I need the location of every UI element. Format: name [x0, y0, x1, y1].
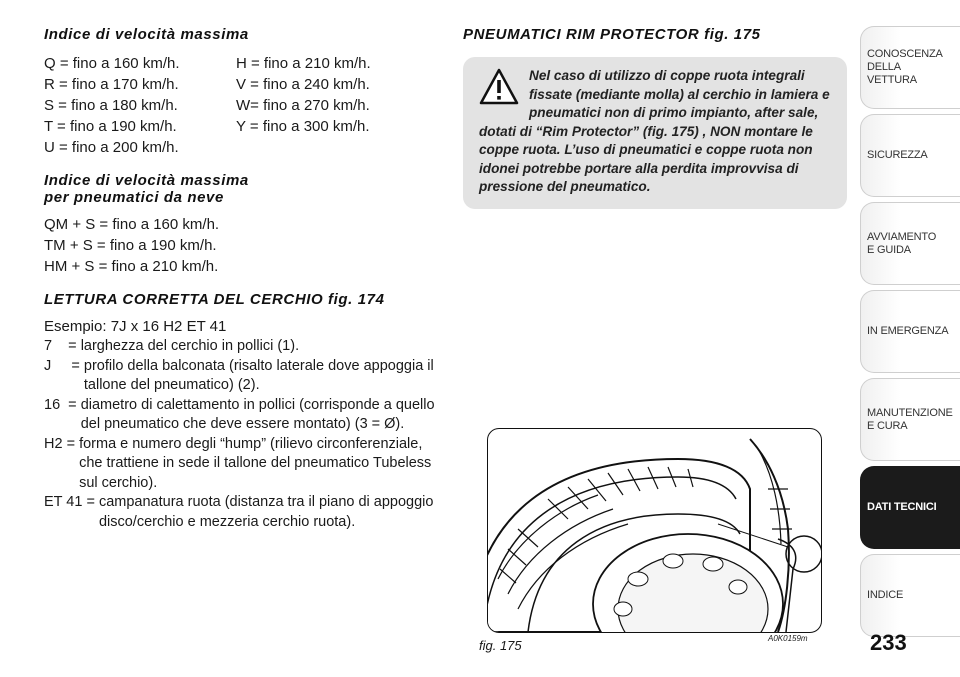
- rim-item-key: H2 =: [44, 435, 80, 452]
- left-column: [44, 26, 444, 532]
- chapter-sidebar: [860, 26, 960, 642]
- tab-label: AVVIAMENTO E GUIDA: [867, 230, 937, 256]
- speed-index-title: Indice di velocità massima: [44, 26, 249, 43]
- rim-item: [44, 357, 444, 396]
- tab-conoscenza-della-vettura[interactable]: [860, 26, 960, 109]
- speed-item: [236, 137, 436, 158]
- tab-sicurezza[interactable]: [860, 114, 960, 197]
- tab-label: IN EMERGENZA: [867, 325, 949, 337]
- speed-item: U = fino a 200 km/h.: [44, 139, 179, 156]
- snow-title-line-2: per pneumatici da neve: [44, 189, 224, 206]
- snow-index-list: [44, 214, 444, 277]
- tab-label: INDICE: [867, 589, 904, 601]
- tab-avviamento-e-guida[interactable]: [860, 202, 960, 285]
- rim-item-value: diametro di calettamento in pollici (corrisponde a quello del pneumatico che deve essere montato) (3 = Ø).: [80, 396, 435, 432]
- tab-label: DATI TECNICI: [867, 501, 937, 513]
- rim-item: [44, 337, 444, 357]
- rim-item-key: 7 =: [44, 338, 81, 354]
- tab-label: CONOSCENZA DELLA VETTURA: [867, 48, 943, 86]
- warning-triangle-icon: [479, 67, 519, 107]
- figure-caption: fig. 175: [479, 638, 522, 653]
- page-number: 233: [870, 630, 907, 655]
- tab-dati-tecnici[interactable]: [860, 466, 960, 549]
- rim-item: [44, 493, 444, 532]
- rim-item-key: 16 =: [44, 396, 81, 413]
- rim-definition-list: [44, 337, 444, 532]
- speed-item: W= fino a 270 km/h.: [236, 97, 370, 114]
- speed-item: R = fino a 170 km/h.: [44, 76, 179, 93]
- speed-item: T = fino a 190 km/h.: [44, 118, 177, 135]
- tab-label: SICUREZZA: [867, 149, 928, 161]
- tab-manutenzione-e-cura[interactable]: [860, 378, 960, 461]
- rim-item-key: J =: [44, 357, 84, 374]
- warning-text: Nel caso di utilizzo di coppe ruota integrali fissate (mediante molla) al cerchio in lamiera e pneumatici non di primo impianto, after sale, dotati di “Rim Protector” (fig. 175) , NON montare le coppe ruota. L’uso di pneumatici e coppe ruota non idonei potrebbe portare alla perdita improvvisa di pressione del pneumatico.: [479, 68, 830, 194]
- rim-item: [44, 435, 444, 494]
- rim-item-value: larghezza del cerchio in pollici (1).: [80, 338, 300, 354]
- figure-175-illustration: [487, 428, 822, 633]
- speed-index-list: [44, 53, 444, 158]
- snow-title-line-1: Indice di velocità massima: [44, 172, 249, 189]
- snow-item: TM + S = fino a 190 km/h.: [44, 237, 217, 254]
- tab-indice[interactable]: [860, 554, 960, 637]
- right-column: [463, 26, 847, 209]
- rim-item-value: profilo della balconata (risalto laterale dove appoggia il tallone del pneumatico) (2).: [83, 357, 434, 393]
- tire-drawing: [488, 429, 821, 632]
- rim-item: [44, 396, 444, 435]
- figure-code: A0K0159m: [768, 634, 808, 643]
- rim-item-value: campanatura ruota (distanza tra il piano di appoggio disco/cerchio e mezzeria cerchio ruota).: [98, 494, 434, 530]
- snow-item: HM + S = fino a 210 km/h.: [44, 258, 219, 275]
- tab-in-emergenza[interactable]: [860, 290, 960, 373]
- speed-item: V = fino a 240 km/h.: [236, 76, 370, 93]
- rim-item-key: ET 41 =: [44, 494, 99, 510]
- speed-item: Y = fino a 300 km/h.: [236, 118, 370, 135]
- snow-index-title: [44, 172, 444, 206]
- snow-item: QM + S = fino a 160 km/h.: [44, 216, 220, 233]
- tab-label: MANUTENZIONE E CURA: [867, 406, 953, 432]
- rim-example: Esempio: 7J x 16 H2 ET 41: [44, 318, 227, 335]
- rim-protector-title: PNEUMATICI RIM PROTECTOR fig. 175: [463, 26, 761, 43]
- warning-box: [463, 57, 847, 209]
- speed-item: H = fino a 210 km/h.: [236, 55, 371, 72]
- rim-reading-title: LETTURA CORRETTA DEL CERCHIO fig. 174: [44, 291, 385, 308]
- speed-item: Q = fino a 160 km/h.: [44, 55, 180, 72]
- rim-item-value: forma e numero degli “hump” (rilievo circonferenziale, che trattiene in sede il tallone del pneumatico Tubeless sul cerchio).: [79, 435, 432, 491]
- speed-item: S = fino a 180 km/h.: [44, 97, 178, 114]
